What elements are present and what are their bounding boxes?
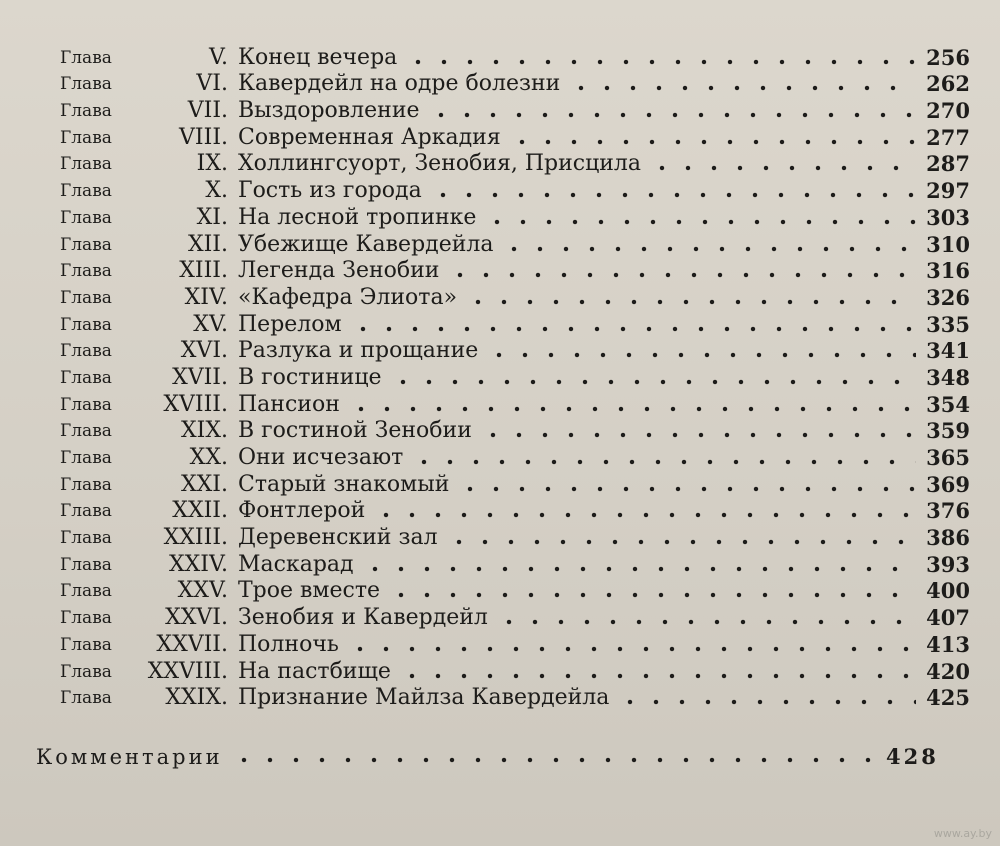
chapter-title: Легенда Зенобии	[238, 258, 440, 284]
leader-dots	[348, 406, 916, 412]
chapter-label: Глава	[60, 207, 112, 228]
chapter-title: Деревенский зал	[238, 525, 438, 551]
page-number: 262	[926, 71, 970, 97]
chapter-label: Глава	[60, 287, 112, 308]
chapter-number: VI.	[196, 71, 228, 97]
chapter-title: На пастбище	[238, 658, 391, 684]
comments-page-number: 428	[886, 744, 939, 769]
chapter-number: XIII.	[179, 258, 228, 284]
leader-dots	[373, 512, 916, 518]
toc-row	[40, 471, 970, 498]
leader-dots	[568, 85, 916, 91]
page-number: 287	[926, 151, 970, 177]
toc-row	[40, 418, 970, 445]
chapter-label: Глава	[60, 394, 112, 415]
page-number: 386	[926, 525, 970, 551]
chapter-title: На лесной тропинке	[238, 204, 477, 230]
chapter-number: XXII.	[172, 498, 228, 524]
leader-dots	[617, 699, 916, 705]
page-number: 407	[926, 605, 970, 631]
page-number: 277	[926, 124, 970, 150]
chapter-label: Глава	[60, 367, 112, 388]
chapter-title: Старый знакомый	[238, 471, 450, 497]
leader-dots	[447, 272, 916, 278]
page-number: 376	[926, 498, 970, 524]
chapter-title: Выздоровление	[238, 98, 420, 124]
leader-dots	[649, 165, 916, 171]
chapter-label: Глава	[60, 474, 112, 495]
toc-row-comments	[36, 744, 939, 769]
chapter-label: Глава	[60, 634, 112, 655]
leader-dots	[484, 219, 916, 225]
chapter-title: Холлингсуорт, Зенобия, Присцила	[238, 151, 642, 177]
toc-row	[40, 444, 970, 471]
chapter-title: Пансион	[238, 391, 340, 417]
chapter-label: Глава	[60, 154, 112, 175]
chapter-number: VIII.	[179, 124, 228, 150]
leader-dots	[405, 59, 916, 65]
page-number: 335	[926, 311, 970, 337]
chapter-number: XI.	[196, 204, 228, 230]
chapter-number: XXIV.	[168, 551, 228, 577]
chapter-title: Маскарад	[238, 551, 354, 577]
toc-row	[40, 391, 970, 418]
leader-dots	[465, 299, 916, 305]
comments-title: Комментарии	[36, 745, 223, 769]
chapter-title: Убежище Кавердейла	[238, 231, 494, 257]
chapter-title: Полночь	[238, 631, 339, 657]
chapter-label: Глава	[60, 74, 112, 95]
page-number: 297	[926, 178, 970, 204]
chapter-label: Глава	[60, 341, 112, 362]
chapter-number: X.	[205, 178, 228, 204]
toc-row	[40, 124, 970, 151]
chapter-label: Глава	[60, 501, 112, 522]
chapter-label: Глава	[60, 661, 112, 682]
page-number: 359	[926, 418, 970, 444]
leader-dots	[428, 112, 916, 118]
chapter-number: IX.	[196, 151, 228, 177]
chapter-number: XVIII.	[163, 391, 228, 417]
chapter-title: Они исчезают	[238, 445, 404, 470]
chapter-title: Трое вместе	[238, 578, 381, 604]
chapter-number: XXI.	[180, 471, 228, 497]
toc-row	[40, 258, 970, 285]
toc-row	[40, 364, 970, 391]
toc-row	[40, 685, 970, 712]
toc-row	[40, 44, 970, 71]
chapter-number: XXV.	[177, 578, 228, 604]
toc-row	[40, 204, 970, 231]
chapter-title: Гость из города	[238, 178, 422, 204]
chapter-title: Признание Майлза Кавердейла	[238, 685, 610, 711]
leader-dots	[388, 592, 916, 598]
page-number: 413	[926, 631, 970, 657]
page-number: 369	[926, 471, 970, 497]
chapter-title: Зенобия и Кавердейл	[238, 605, 488, 631]
chapter-number: XX.	[189, 445, 228, 470]
leader-dots	[501, 246, 916, 252]
leader-dots	[411, 459, 916, 465]
chapter-label: Глава	[60, 261, 112, 282]
leader-dots	[399, 673, 916, 679]
leader-dots	[446, 539, 916, 545]
chapter-number: XXVIII.	[147, 658, 228, 684]
chapter-number: XXVII.	[156, 631, 228, 657]
toc-row	[40, 604, 970, 631]
chapter-number: XXVI.	[165, 605, 228, 631]
chapter-title: «Кафедра Элиота»	[238, 284, 458, 310]
page-number: 400	[926, 578, 970, 604]
chapter-label: Глава	[60, 314, 112, 335]
page-number: 326	[926, 284, 970, 310]
chapter-number: V.	[208, 44, 228, 70]
chapter-number: XII.	[187, 231, 228, 257]
leader-dots	[430, 192, 916, 198]
toc-row	[40, 97, 970, 124]
leader-dots	[480, 432, 916, 438]
toc-row	[40, 498, 970, 525]
leader-dots	[231, 757, 880, 763]
toc-row	[40, 658, 970, 685]
toc-row	[40, 177, 970, 204]
leader-dots	[486, 352, 916, 358]
chapter-label: Глава	[60, 421, 112, 442]
leader-dots	[350, 326, 916, 332]
leader-dots	[457, 486, 916, 492]
page-number: 393	[926, 551, 970, 577]
toc-row	[40, 71, 970, 98]
chapter-label: Глава	[60, 581, 112, 602]
chapter-label: Глава	[60, 688, 112, 709]
toc-row	[40, 231, 970, 258]
toc-row	[40, 311, 970, 338]
chapter-label: Глава	[60, 608, 112, 629]
watermark: www.ay.by	[933, 827, 992, 840]
page-number: 348	[926, 364, 970, 390]
page-number: 303	[926, 204, 970, 230]
toc-row	[40, 151, 970, 178]
leader-dots	[362, 566, 916, 572]
chapter-label: Глава	[60, 528, 112, 549]
chapter-title: Фонтлерой	[238, 498, 366, 524]
chapter-number: XVII.	[172, 364, 228, 390]
leader-dots	[496, 619, 916, 625]
chapter-title: В гостиной Зенобии	[238, 418, 472, 444]
toc-row	[40, 631, 970, 658]
leader-dots	[347, 646, 916, 652]
chapter-label: Глава	[60, 554, 112, 575]
page-number: 425	[926, 685, 970, 711]
leader-dots	[509, 139, 916, 145]
page-number: 310	[926, 231, 970, 257]
chapter-title: Конец вечера	[238, 44, 398, 70]
chapter-label: Глава	[60, 448, 112, 468]
toc-row	[40, 284, 970, 311]
chapter-title: Разлука и прощание	[238, 338, 479, 364]
chapter-title: В гостинице	[238, 364, 382, 390]
page-number: 365	[926, 445, 970, 470]
chapter-number: XV.	[193, 311, 228, 337]
chapter-label: Глава	[60, 101, 112, 122]
page-number: 354	[926, 391, 970, 417]
page-number: 420	[926, 658, 970, 684]
chapter-title: Современная Аркадия	[238, 124, 501, 150]
chapter-label: Глава	[60, 127, 112, 148]
chapter-number: XXIII.	[163, 525, 228, 551]
table-of-contents	[40, 44, 970, 711]
toc-row	[40, 578, 970, 605]
page-number: 341	[926, 338, 970, 364]
chapter-title: Перелом	[238, 311, 342, 337]
chapter-number: XXIX.	[165, 685, 228, 711]
chapter-title: Кавердейл на одре болезни	[238, 71, 561, 97]
chapter-number: XVI.	[180, 338, 228, 364]
page-number: 270	[926, 98, 970, 124]
chapter-label: Глава	[60, 181, 112, 202]
chapter-number: XIV.	[184, 284, 228, 310]
chapter-label: Глава	[60, 47, 112, 68]
chapter-label: Глава	[60, 234, 112, 255]
toc-row	[40, 524, 970, 551]
page-number: 316	[926, 258, 970, 284]
chapter-number: XIX.	[180, 418, 228, 444]
chapter-number: VII.	[187, 98, 228, 124]
page-number: 256	[926, 44, 970, 70]
leader-dots	[390, 379, 916, 385]
toc-row	[40, 551, 970, 578]
toc-row	[40, 338, 970, 365]
